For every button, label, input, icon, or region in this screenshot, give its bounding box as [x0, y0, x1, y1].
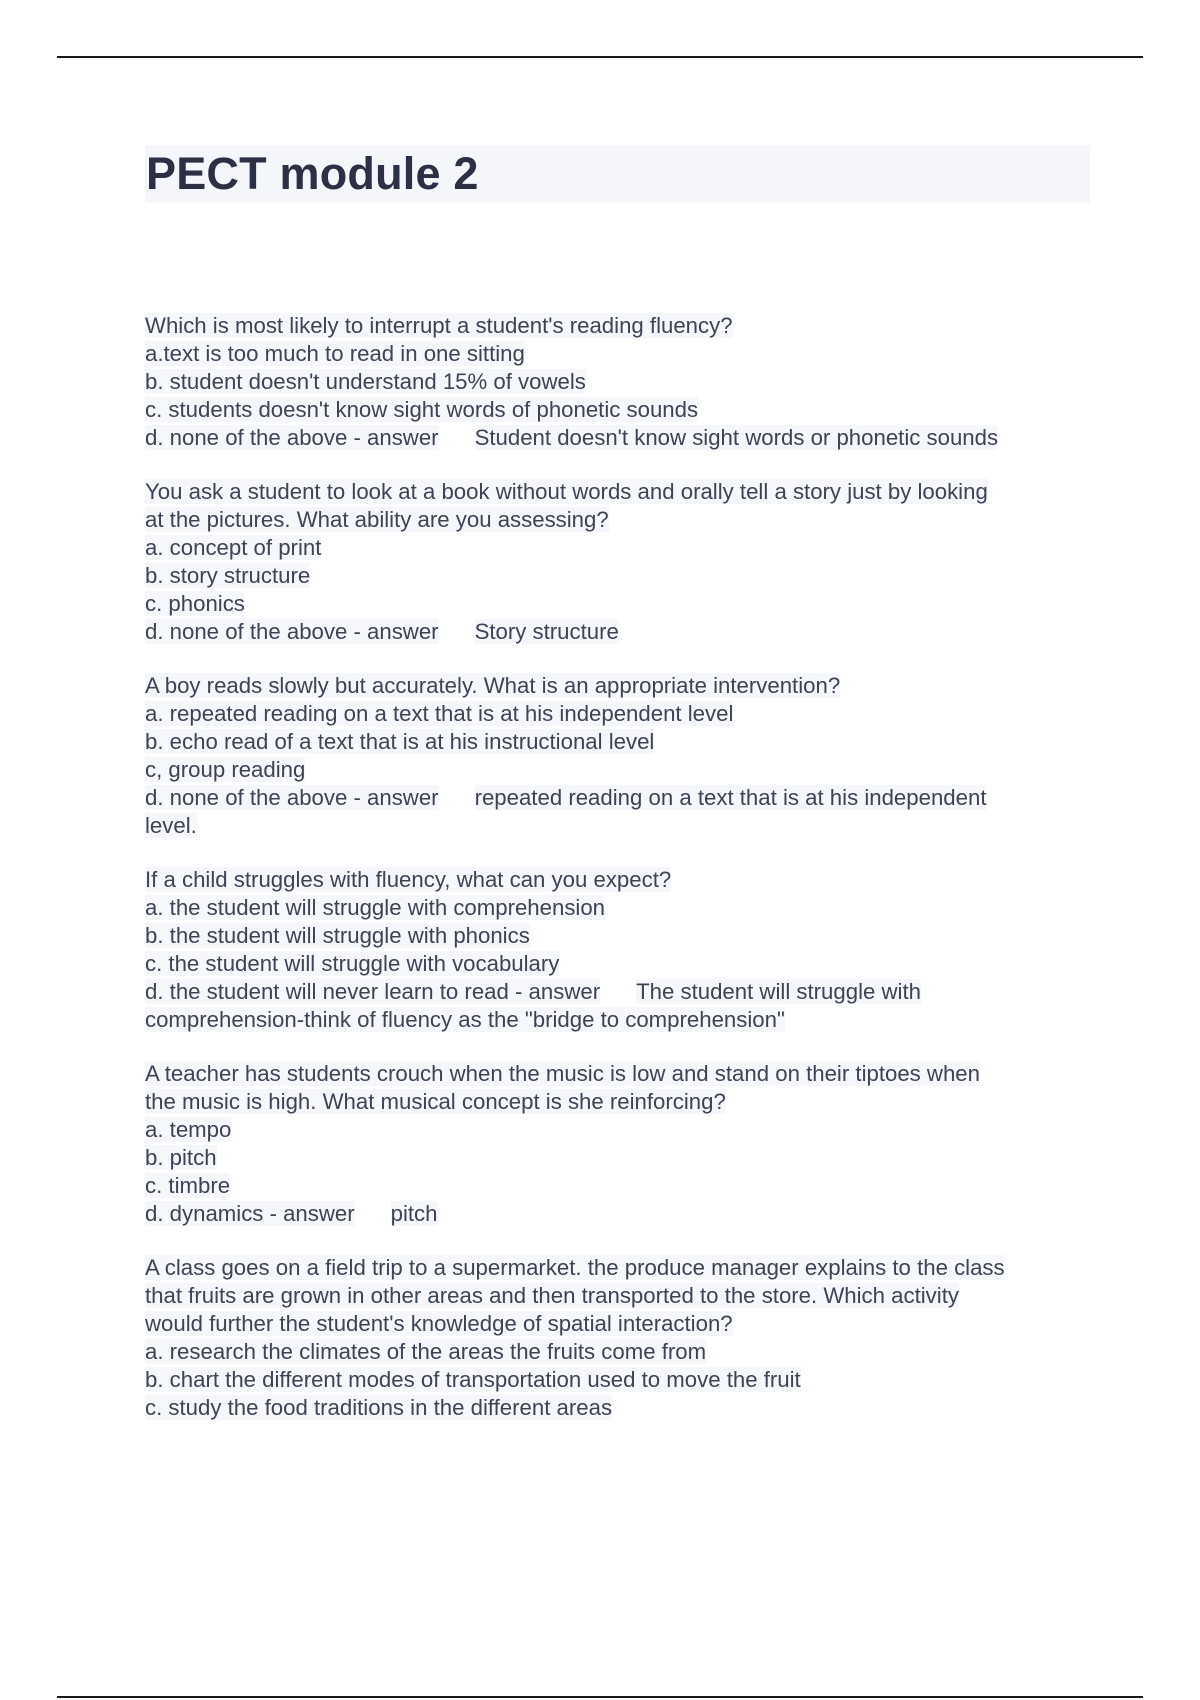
question-line: at the pictures. What ability are you assessing?: [145, 507, 609, 532]
option-line: b. echo read of a text that is at his instructional level: [145, 729, 655, 754]
answer-prefix: d. none of the above - answer: [145, 425, 439, 450]
top-rule: [57, 56, 1143, 58]
bottom-rule: [57, 1696, 1143, 1698]
question-line: A class goes on a field trip to a supermarket. the produce manager explains to the class: [145, 1255, 1005, 1280]
option-line: a. concept of print: [145, 535, 322, 560]
answer-prefix: d. none of the above - answer: [145, 619, 439, 644]
question-line: You ask a student to look at a book without words and orally tell a story just by looking: [145, 479, 988, 504]
question-line: the music is high. What musical concept is she reinforcing?: [145, 1089, 726, 1114]
question-block: [145, 312, 1095, 452]
answer-text: The student will struggle with: [636, 979, 921, 1004]
answer-prefix: d. none of the above - answer: [145, 785, 439, 810]
question-line: would further the student's knowledge of spatial interaction?: [145, 1311, 733, 1336]
question-line: A boy reads slowly but accurately. What is an appropriate intervention?: [145, 673, 841, 698]
answer-text: Story structure: [474, 619, 619, 644]
answer-continuation: level.: [145, 813, 197, 838]
option-line: a. repeated reading on a text that is at his independent level: [145, 701, 734, 726]
document-body: [145, 312, 1095, 1448]
question-block: [145, 1254, 1095, 1422]
answer-prefix: d. dynamics - answer: [145, 1201, 355, 1226]
page-title: PECT module 2: [146, 148, 479, 199]
question-block: [145, 672, 1095, 840]
question-line: Which is most likely to interrupt a student's reading fluency?: [145, 313, 733, 338]
answer-text: repeated reading on a text that is at his independent: [474, 785, 987, 810]
option-line: b. chart the different modes of transportation used to move the fruit: [145, 1367, 801, 1392]
option-line: c. study the food traditions in the different areas: [145, 1395, 613, 1420]
option-line: c. phonics: [145, 591, 245, 616]
option-line: c. timbre: [145, 1173, 231, 1198]
answer-text: pitch: [390, 1201, 438, 1226]
option-line: a. tempo: [145, 1117, 232, 1142]
answer-text: Student doesn't know sight words or phonetic sounds: [474, 425, 999, 450]
question-block: [145, 1060, 1095, 1228]
question-line: A teacher has students crouch when the music is low and stand on their tiptoes when: [145, 1061, 980, 1086]
option-line: a. the student will struggle with comprehension: [145, 895, 606, 920]
option-line: b. pitch: [145, 1145, 217, 1170]
option-line: c. students doesn't know sight words of phonetic sounds: [145, 397, 699, 422]
option-line: b. story structure: [145, 563, 311, 588]
option-line: b. student doesn't understand 15% of vowels: [145, 369, 586, 394]
question-block: [145, 478, 1095, 646]
answer-prefix: d. the student will never learn to read - answer: [145, 979, 601, 1004]
option-line: c. the student will struggle with vocabulary: [145, 951, 560, 976]
answer-continuation: comprehension-think of fluency as the "bridge to comprehension": [145, 1007, 785, 1032]
option-line: a. research the climates of the areas the fruits come from: [145, 1339, 707, 1364]
question-line: If a child struggles with fluency, what can you expect?: [145, 867, 672, 892]
question-line: that fruits are grown in other areas and then transported to the store. Which activity: [145, 1283, 959, 1308]
option-line: b. the student will struggle with phonics: [145, 923, 530, 948]
option-line: c, group reading: [145, 757, 306, 782]
option-line: a.text is too much to read in one sitting: [145, 341, 525, 366]
question-block: [145, 866, 1095, 1034]
